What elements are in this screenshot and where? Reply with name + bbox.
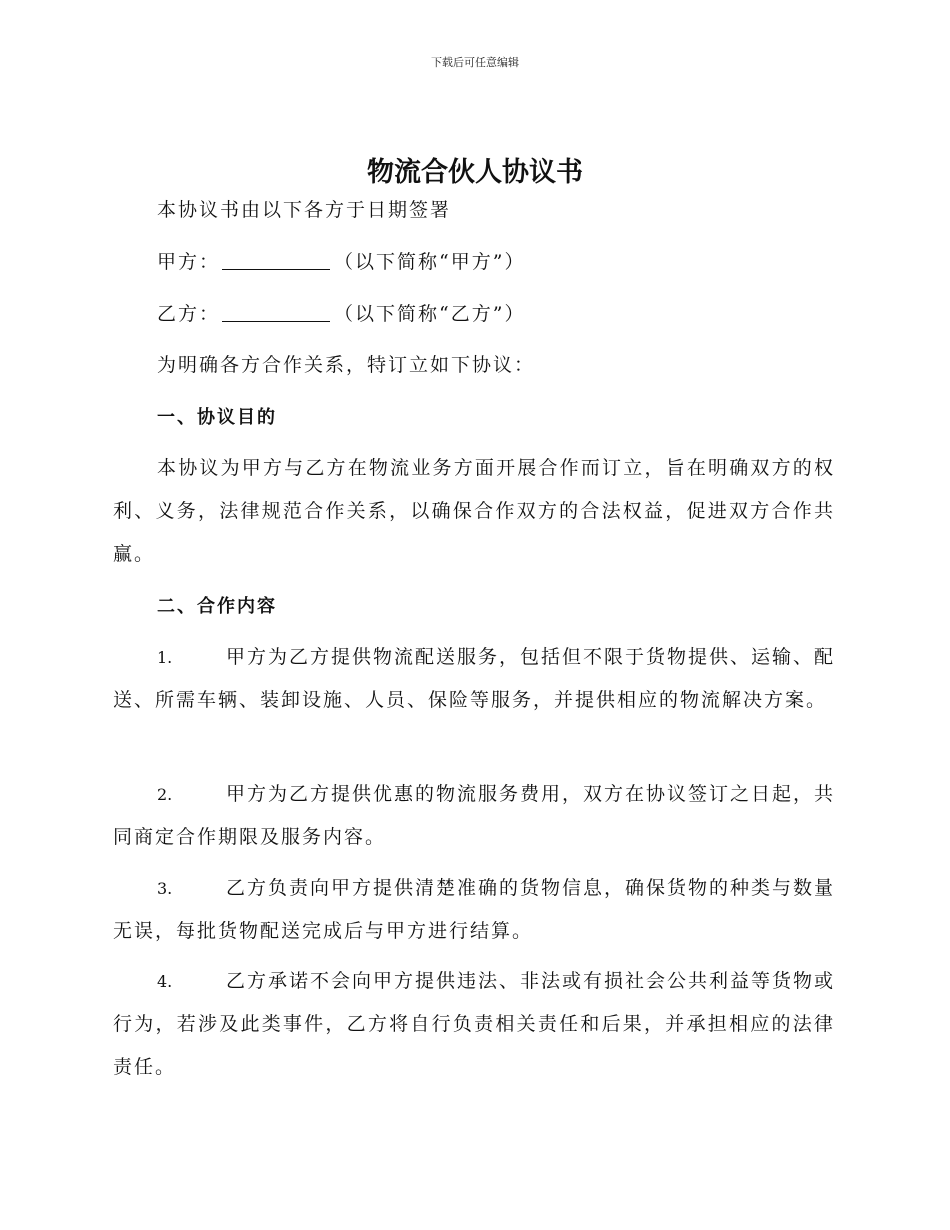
section-1-body: 本协议为甲方与乙方在物流业务方面开展合作而订立，旨在明确双方的权利、义务，法律规范合作关系，以确保合作双方的合法权益，促进双方合作共赢。 (113, 457, 835, 565)
list-item-text: 乙方负责向甲方提供清楚准确的货物信息，确保货物的种类与数量无误，每批货物配送完成后与甲方进行结算。 (113, 877, 836, 942)
party-b-blank (222, 301, 330, 322)
party-a-label: 甲方： (157, 251, 221, 273)
section-2-heading: 二、合作内容 (157, 596, 277, 617)
list-item-text: 甲方为乙方提供物流配送服务，包括但不限于货物提供、运输、配送、所需车辆、装卸设施、人员、保险等服务，并提供相应的物流解决方案。 (113, 646, 836, 711)
list-item (113, 773, 835, 859)
list-item-text: 甲方为乙方提供优惠的物流服务费用，双方在协议签订之日起，共同商定合作期限及服务内容。 (113, 783, 836, 848)
list-item (113, 960, 835, 1089)
intro-line: 本协议书由以下各方于日期签署 (157, 199, 452, 221)
party-a-line (157, 241, 877, 284)
list-item-number: 3. (157, 879, 173, 898)
list-item (113, 636, 835, 722)
header-note: 下载后可任意编辑 (431, 56, 519, 69)
list-item-text: 乙方承诺不会向甲方提供违法、非法或有损社会公共利益等货物或行为，若涉及此类事件，乙方将自行负责相关责任和后果，并承担相应的法律责任。 (113, 970, 836, 1078)
party-b-line (157, 293, 877, 336)
party-a-note: （以下简称“甲方”） (334, 251, 526, 273)
list-item-number: 2. (157, 785, 173, 804)
preamble-line: 为明确各方合作关系，特订立如下协议： (157, 354, 536, 376)
section-1-heading: 一、协议目的 (157, 407, 277, 428)
document-title: 物流合伙人协议书 (367, 157, 583, 188)
list-item (113, 867, 835, 953)
list-item-number: 1. (157, 648, 173, 667)
party-b-label: 乙方： (157, 303, 221, 325)
party-a-blank (222, 249, 330, 270)
party-b-note: （以下简称“乙方”） (334, 303, 526, 325)
list-item-number: 4. (157, 972, 173, 991)
